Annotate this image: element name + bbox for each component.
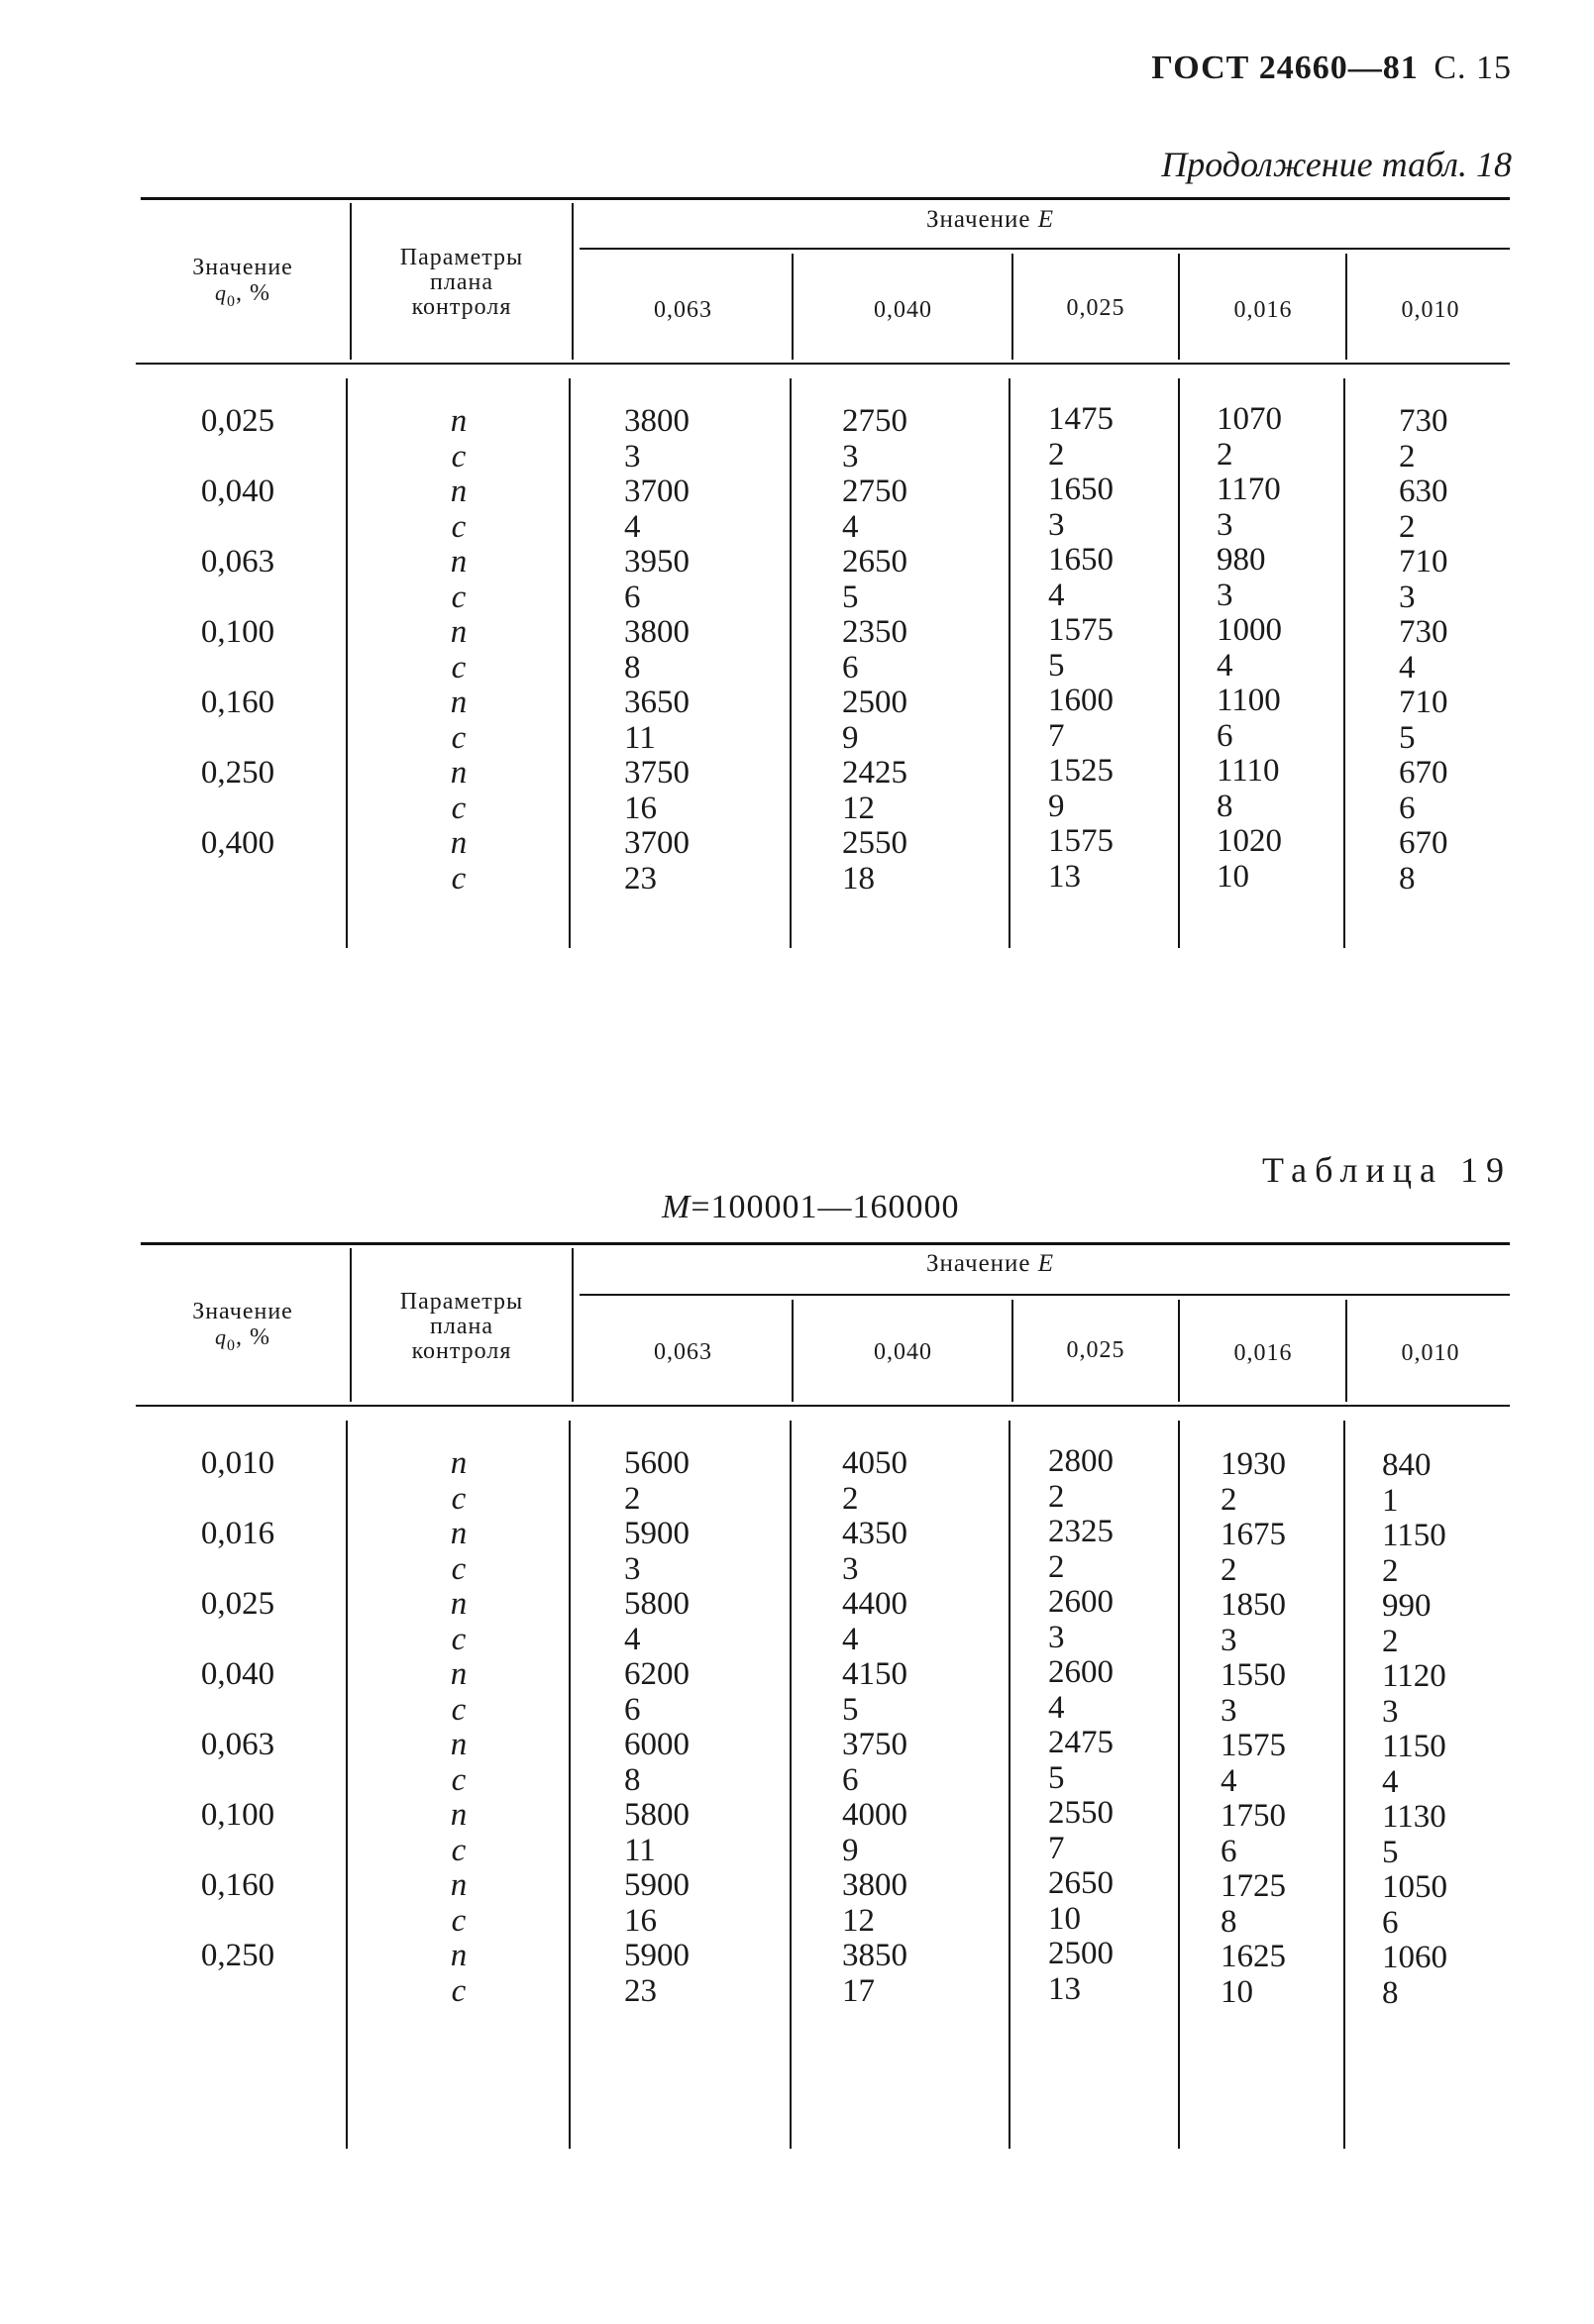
param-c: c: [451, 1972, 467, 2009]
q0-column-header: [149, 1300, 337, 1358]
n-value: 2500: [1048, 1936, 1114, 1971]
c-value: 3: [1221, 1692, 1237, 1729]
n-value: 1150: [1382, 1518, 1446, 1553]
table19-formula: [662, 1189, 960, 1226]
q0-value: 0,160: [200, 1867, 275, 1903]
n-value: 3800: [842, 1867, 907, 1903]
params-column-header: [357, 246, 567, 320]
n-value: 4400: [842, 1586, 907, 1622]
c-value: 2: [1048, 1548, 1065, 1585]
param-c: c: [451, 1691, 467, 1728]
column-divider: [1178, 1300, 1180, 1402]
param-c: c: [451, 579, 467, 615]
n-value: 5800: [624, 1586, 690, 1622]
column-divider: [792, 254, 794, 360]
column-divider: [346, 1421, 348, 2149]
n-value: 840: [1382, 1447, 1432, 1483]
column-divider: [1345, 254, 1347, 360]
q0-value: 0,016: [200, 1516, 275, 1551]
c-value: 23: [624, 1972, 657, 2009]
param-n: n: [450, 544, 468, 580]
c-value: 23: [624, 860, 657, 897]
n-value: 3800: [624, 403, 690, 439]
n-value: 2325: [1048, 1514, 1114, 1549]
n-value: 1575: [1221, 1728, 1286, 1763]
c-value: 10: [1221, 1973, 1253, 2010]
column-divider: [792, 1300, 794, 1402]
e-0016-values-column: [1217, 402, 1282, 895]
e-column-header: 0,025: [1066, 295, 1125, 321]
c-value: 6: [1217, 717, 1233, 754]
c-value: 11: [624, 1832, 656, 1868]
c-value: 5: [842, 579, 859, 615]
c-value: 3: [624, 438, 641, 475]
param-n: n: [450, 1516, 468, 1551]
n-value: 2650: [842, 544, 907, 580]
n-value: 1020: [1217, 823, 1282, 859]
n-value: 1750: [1221, 1798, 1286, 1834]
e-0063-values-column: [624, 404, 690, 897]
q0-value: 0,063: [200, 544, 275, 580]
n-value: 1000: [1217, 612, 1282, 648]
q0-value: 0,250: [200, 1938, 275, 1973]
c-value: 8: [624, 1761, 641, 1798]
column-divider: [1343, 378, 1345, 948]
params-column-header: [357, 1290, 567, 1364]
c-value: 2: [1382, 1552, 1399, 1589]
q0-value: 0,100: [200, 614, 275, 650]
n-value: 4350: [842, 1516, 907, 1551]
c-value: 6: [842, 1761, 859, 1798]
n-value: 710: [1399, 685, 1448, 720]
c-value: 4: [624, 508, 641, 545]
n-value: 1170: [1217, 472, 1281, 507]
c-value: 16: [624, 790, 657, 826]
n-value: 5900: [624, 1516, 690, 1551]
params-header-line: контроля: [411, 294, 512, 320]
q0-value: 0,250: [200, 755, 275, 791]
n-value: 2750: [842, 403, 907, 439]
q0-values-column: [149, 1446, 327, 1974]
c-value: 6: [624, 1691, 641, 1728]
e-group-header: [926, 206, 1054, 234]
n-value: 4050: [842, 1445, 907, 1481]
c-value: 3: [1048, 1619, 1065, 1655]
n-value: 1625: [1221, 1939, 1286, 1974]
table-top-rule: [141, 197, 1510, 200]
c-value: 3: [1399, 579, 1416, 615]
e-0016-values-column: [1221, 1447, 1286, 2010]
n-value: 3700: [624, 825, 690, 861]
c-value: 4: [1048, 577, 1065, 613]
c-value: 3: [1382, 1693, 1399, 1730]
c-value: 10: [1048, 1900, 1081, 1937]
table18-continuation-caption: Продолжение табл. 18: [1161, 145, 1512, 184]
c-value: 4: [1399, 649, 1416, 686]
n-value: 1650: [1048, 542, 1114, 578]
c-value: 4: [1221, 1762, 1237, 1799]
c-value: 3: [624, 1550, 641, 1587]
q0-header-label: Значение: [192, 1299, 293, 1324]
e-column-header: 0,040: [874, 1339, 932, 1365]
n-value: 2350: [842, 614, 907, 650]
c-value: 12: [842, 1902, 875, 1939]
column-divider: [790, 378, 792, 948]
c-value: 16: [624, 1902, 657, 1939]
param-n: n: [450, 685, 468, 720]
n-value: 990: [1382, 1588, 1432, 1624]
q0-value: 0,100: [200, 1797, 275, 1833]
c-value: 2: [624, 1480, 641, 1517]
e-symbol: E: [1037, 206, 1055, 233]
n-value: 1930: [1221, 1446, 1286, 1482]
e-column-header: 0,025: [1066, 1337, 1125, 1363]
e-column-header: 0,016: [1233, 297, 1293, 323]
n-value: 1110: [1217, 753, 1280, 789]
param-n: n: [450, 755, 468, 791]
param-c: c: [451, 438, 467, 475]
c-value: 8: [624, 649, 641, 686]
n-value: 2600: [1048, 1584, 1114, 1620]
q0-unit: , %: [236, 1324, 270, 1350]
n-value: 5900: [624, 1938, 690, 1973]
c-value: 8: [1217, 788, 1233, 824]
param-n: n: [450, 474, 468, 509]
c-value: 2: [1382, 1623, 1399, 1659]
q0-header-symbol: [149, 280, 337, 314]
param-n: n: [450, 614, 468, 650]
c-value: 6: [1382, 1904, 1399, 1941]
n-value: 1070: [1217, 401, 1282, 437]
n-value: 6200: [624, 1656, 690, 1692]
param-c: c: [451, 508, 467, 545]
n-value: 4000: [842, 1797, 907, 1833]
c-value: 4: [842, 1621, 859, 1657]
n-value: 1725: [1221, 1868, 1286, 1904]
c-value: 18: [842, 860, 875, 897]
e-column-header: 0,010: [1401, 297, 1460, 323]
c-value: 13: [1048, 858, 1081, 895]
c-value: 2: [1399, 438, 1416, 475]
n-value: 670: [1399, 755, 1448, 791]
c-value: 17: [842, 1972, 875, 2009]
param-n: n: [450, 403, 468, 439]
n-value: 1525: [1048, 753, 1114, 789]
q0-value: 0,040: [200, 474, 275, 509]
n-value: 1060: [1382, 1940, 1447, 1975]
param-n: n: [450, 1797, 468, 1833]
n-value: 2550: [1048, 1795, 1114, 1831]
page-header: [1151, 50, 1512, 87]
q0-subscript: 0: [227, 292, 236, 310]
n-value: 5900: [624, 1867, 690, 1903]
c-value: 13: [1048, 1970, 1081, 2007]
e-0010-values-column: [1382, 1448, 1447, 2011]
q0-value: 0,063: [200, 1727, 275, 1762]
q0-unit: , %: [236, 280, 270, 306]
param-c: c: [451, 1902, 467, 1939]
c-value: 7: [1048, 1830, 1065, 1866]
n-value: 2475: [1048, 1725, 1114, 1760]
column-divider: [1011, 254, 1013, 360]
q0-symbol: q: [215, 1324, 227, 1349]
n-value: 3650: [624, 685, 690, 720]
n-value: 3750: [624, 755, 690, 791]
c-value: 6: [1221, 1833, 1237, 1869]
c-value: 4: [624, 1621, 641, 1657]
column-divider: [1178, 254, 1180, 360]
column-divider: [790, 1421, 792, 2149]
c-value: 11: [624, 719, 656, 756]
column-divider: [1009, 1421, 1010, 2149]
e-column-header: 0,063: [654, 297, 712, 323]
param-n: n: [450, 1727, 468, 1762]
n-value: 6000: [624, 1727, 690, 1762]
n-value: 5800: [624, 1797, 690, 1833]
c-value: 6: [624, 579, 641, 615]
column-divider: [1345, 1300, 1347, 1402]
n-value: 2650: [1048, 1865, 1114, 1901]
n-value: 1100: [1217, 683, 1281, 718]
page-number: С. 15: [1434, 50, 1512, 86]
c-value: 12: [842, 790, 875, 826]
e-header-label: Значение: [926, 206, 1031, 233]
n-value: 3700: [624, 474, 690, 509]
n-value: 3950: [624, 544, 690, 580]
c-value: 2: [1221, 1481, 1237, 1518]
q0-value: 0,025: [200, 403, 275, 439]
standard-number: ГОСТ 24660—81: [1151, 50, 1419, 86]
e-0025-values-column: [1048, 1444, 1114, 2007]
param-c: c: [451, 1621, 467, 1657]
n-value: 2600: [1048, 1654, 1114, 1690]
formula-symbol: M: [662, 1189, 691, 1225]
c-value: 3: [1221, 1622, 1237, 1658]
c-value: 8: [1399, 860, 1416, 897]
c-value: 8: [1382, 1974, 1399, 2011]
n-value: 3850: [842, 1938, 907, 1973]
c-value: 2: [1399, 508, 1416, 545]
c-value: 6: [1399, 790, 1416, 826]
e-column-header: 0,040: [874, 297, 932, 323]
c-value: 3: [1048, 506, 1065, 543]
c-value: 5: [1382, 1834, 1399, 1870]
q0-value: 0,400: [200, 825, 275, 861]
params-header-line: контроля: [411, 1338, 512, 1364]
q0-value: 0,040: [200, 1656, 275, 1692]
n-value: 3750: [842, 1727, 907, 1762]
e-column-header: 0,016: [1233, 1340, 1293, 1366]
n-value: 1150: [1382, 1729, 1446, 1764]
param-symbols-column: [419, 404, 498, 897]
c-value: 5: [1048, 647, 1065, 684]
q0-value: 0,025: [200, 1586, 275, 1622]
n-value: 2550: [842, 825, 907, 861]
c-value: 3: [1217, 577, 1233, 613]
c-value: 5: [1048, 1759, 1065, 1796]
c-value: 9: [842, 1832, 859, 1868]
column-divider: [1011, 1300, 1013, 1402]
e-0025-values-column: [1048, 402, 1114, 895]
column-divider: [1178, 378, 1180, 948]
c-value: 10: [1217, 858, 1249, 895]
c-value: 3: [1217, 506, 1233, 543]
e-column-header: 0,063: [654, 1339, 712, 1365]
n-value: 1475: [1048, 401, 1114, 437]
n-value: 710: [1399, 544, 1448, 580]
e-symbol: E: [1037, 1250, 1055, 1277]
c-value: 9: [1048, 788, 1065, 824]
param-c: c: [451, 1832, 467, 1868]
column-divider: [346, 378, 348, 948]
n-value: 1050: [1382, 1869, 1447, 1905]
column-divider: [572, 1248, 574, 1402]
param-c: c: [451, 719, 467, 756]
n-value: 5600: [624, 1445, 690, 1481]
column-divider: [1009, 378, 1010, 948]
n-value: 2425: [842, 755, 907, 791]
q0-header-label: Значение: [192, 255, 293, 280]
column-divider: [350, 203, 352, 360]
param-n: n: [450, 1445, 468, 1481]
c-value: 2: [1048, 436, 1065, 473]
formula-range: =100001—160000: [691, 1189, 960, 1225]
n-value: 3800: [624, 614, 690, 650]
c-value: 9: [842, 719, 859, 756]
param-c: c: [451, 649, 467, 686]
q0-value: 0,160: [200, 685, 275, 720]
c-value: 5: [1399, 719, 1416, 756]
column-divider: [1178, 1421, 1180, 2149]
c-value: 7: [1048, 717, 1065, 754]
param-n: n: [450, 1656, 468, 1692]
n-value: 630: [1399, 474, 1448, 509]
n-value: 1575: [1048, 823, 1114, 859]
column-divider: [569, 1421, 571, 2149]
param-c: c: [451, 790, 467, 826]
n-value: 1550: [1221, 1657, 1286, 1693]
n-value: 1675: [1221, 1517, 1286, 1552]
q0-header-symbol: [149, 1324, 337, 1358]
c-value: 2: [842, 1480, 859, 1517]
c-value: 6: [842, 649, 859, 686]
n-value: 1575: [1048, 612, 1114, 648]
n-value: 2500: [842, 685, 907, 720]
e-0040-values-column: [842, 1446, 907, 2009]
c-value: 2: [1221, 1551, 1237, 1588]
q0-values-column: [149, 404, 327, 862]
param-n: n: [450, 1586, 468, 1622]
c-value: 8: [1221, 1903, 1237, 1940]
c-value: 3: [842, 438, 859, 475]
e-header-rule: [580, 1294, 1510, 1296]
n-value: 1130: [1382, 1799, 1446, 1835]
params-header-line: плана: [430, 269, 493, 295]
n-value: 1600: [1048, 683, 1114, 718]
param-c: c: [451, 1550, 467, 1587]
c-value: 1: [1382, 1482, 1399, 1519]
e-column-header: 0,010: [1401, 1340, 1460, 1366]
params-header-line: Параметры: [399, 245, 524, 270]
e-group-header: [926, 1250, 1054, 1278]
c-value: 5: [842, 1691, 859, 1728]
param-n: n: [450, 825, 468, 861]
n-value: 4150: [842, 1656, 907, 1692]
column-divider: [572, 203, 574, 360]
column-divider: [1343, 1421, 1345, 2149]
n-value: 1650: [1048, 472, 1114, 507]
n-value: 1850: [1221, 1587, 1286, 1623]
param-c: c: [451, 860, 467, 897]
q0-symbol: q: [215, 280, 227, 305]
n-value: 730: [1399, 403, 1448, 439]
n-value: 730: [1399, 614, 1448, 650]
param-c: c: [451, 1761, 467, 1798]
q0-subscript: 0: [227, 1336, 236, 1354]
n-value: 670: [1399, 825, 1448, 861]
header-bottom-rule: [136, 1405, 1510, 1407]
c-value: 4: [1382, 1763, 1399, 1800]
e-header-rule: [580, 248, 1510, 250]
n-value: 2750: [842, 474, 907, 509]
n-value: 980: [1217, 542, 1266, 578]
e-header-label: Значение: [926, 1250, 1031, 1277]
params-header-line: плана: [430, 1314, 493, 1339]
column-divider: [569, 378, 571, 948]
params-header-line: Параметры: [399, 1289, 524, 1315]
column-divider: [350, 1248, 352, 1402]
c-value: 2: [1217, 436, 1233, 473]
q0-value: 0,010: [200, 1445, 275, 1481]
q0-column-header: [149, 256, 337, 314]
c-value: 4: [842, 508, 859, 545]
param-symbols-column: [419, 1446, 498, 2009]
param-c: c: [451, 1480, 467, 1517]
e-0063-values-column: [624, 1446, 690, 2009]
header-bottom-rule: [136, 363, 1510, 365]
table-top-rule: [141, 1242, 1510, 1245]
n-value: 1120: [1382, 1658, 1446, 1694]
e-0040-values-column: [842, 404, 907, 897]
param-n: n: [450, 1867, 468, 1903]
n-value: 2800: [1048, 1443, 1114, 1479]
table19-caption: Таблица 19: [1262, 1150, 1512, 1190]
c-value: 2: [1048, 1478, 1065, 1515]
param-n: n: [450, 1938, 468, 1973]
c-value: 3: [842, 1550, 859, 1587]
c-value: 4: [1217, 647, 1233, 684]
c-value: 4: [1048, 1689, 1065, 1726]
e-0010-values-column: [1399, 404, 1448, 897]
